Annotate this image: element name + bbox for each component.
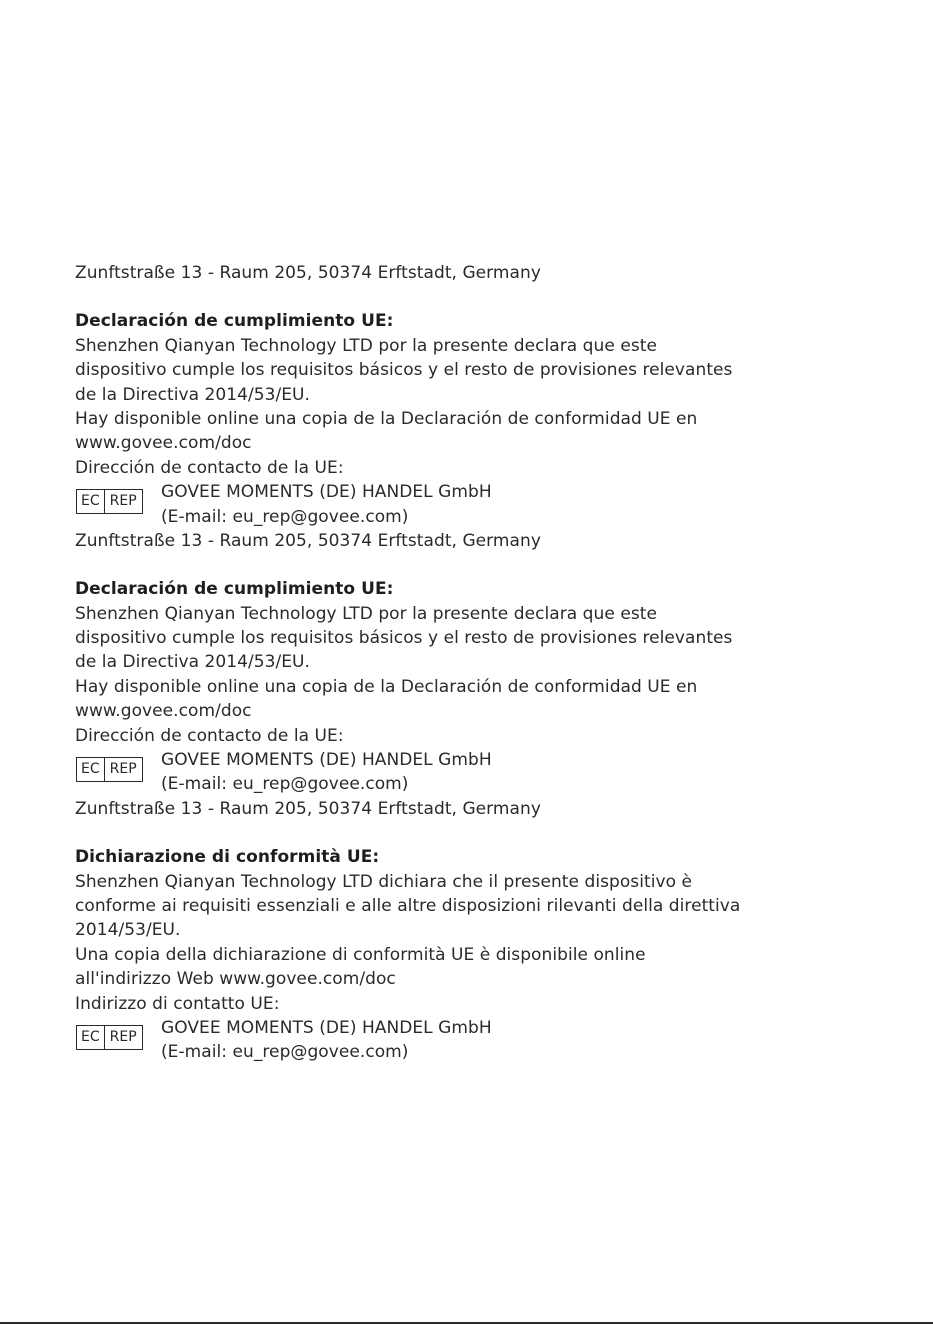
section-text-line: dispositivo cumple los requisitos básicos y el resto de provisiones relevantes xyxy=(75,360,733,381)
section-text-line: all'indirizzo Web www.govee.com/doc xyxy=(75,969,396,990)
section-heading: Dichiarazione di conformità UE: xyxy=(75,847,380,868)
section-text-line: www.govee.com/doc xyxy=(75,701,252,722)
section-dichiarazione xyxy=(75,845,905,1065)
ec-label: EC xyxy=(77,1026,105,1049)
section-text-line: Dirección de contacto de la UE: xyxy=(75,725,344,746)
rep-address: Zunftstraße 13 - Raum 205, 50374 Erftstadt, Germany xyxy=(75,798,541,819)
section-text-line: de la Directiva 2014/53/EU. xyxy=(75,384,310,405)
section-text-line: Shenzhen Qianyan Technology LTD por la presente declara que este xyxy=(75,603,657,624)
rep-email: (E-mail: eu_rep@govee.com) xyxy=(161,1042,409,1063)
section-declaracion-2 xyxy=(75,577,905,821)
section-text-line: 2014/53/EU. xyxy=(75,920,181,941)
ec-rep-block xyxy=(75,480,905,529)
section-text-line: Dirección de contacto de la UE: xyxy=(75,457,344,478)
section-gap xyxy=(75,821,905,845)
ec-label: EC xyxy=(77,758,105,781)
section-gap xyxy=(75,553,905,577)
ec-rep-symbol xyxy=(76,757,143,782)
ec-rep-block xyxy=(75,748,905,797)
section-text-line: dispositivo cumple los requisitos básicos y el resto de provisiones relevantes xyxy=(75,628,733,649)
section-heading: Declaración de cumplimiento UE: xyxy=(75,579,394,600)
section-text-line: Una copia della dichiarazione di conformità UE è disponibile online xyxy=(75,944,646,965)
rep-email: (E-mail: eu_rep@govee.com) xyxy=(161,774,409,795)
ec-rep-details xyxy=(161,480,492,529)
rep-label: REP xyxy=(109,761,137,778)
section-gap xyxy=(75,285,905,309)
section-text-line: Hay disponible online una copia de la Declaración de conformidad UE en xyxy=(75,408,698,429)
rep-name: GOVEE MOMENTS (DE) HANDEL GmbH xyxy=(161,482,492,503)
rep-address: Zunftstraße 13 - Raum 205, 50374 Erftstadt, Germany xyxy=(75,530,541,551)
rep-name: GOVEE MOMENTS (DE) HANDEL GmbH xyxy=(161,1017,492,1038)
ec-rep-details xyxy=(161,748,492,797)
top-address: Zunftstraße 13 - Raum 205, 50374 Erftstadt, Germany xyxy=(75,263,541,283)
document-page xyxy=(75,261,905,1065)
section-text-line: Hay disponible online una copia de la Declaración de conformidad UE en xyxy=(75,676,698,697)
rep-name: GOVEE MOMENTS (DE) HANDEL GmbH xyxy=(161,750,492,771)
rep-label: REP xyxy=(109,1028,137,1045)
section-text-line: de la Directiva 2014/53/EU. xyxy=(75,652,310,673)
section-text-line: www.govee.com/doc xyxy=(75,433,252,454)
section-heading: Declaración de cumplimiento UE: xyxy=(75,311,394,332)
section-declaracion-1 xyxy=(75,309,905,553)
section-text-line: Shenzhen Qianyan Technology LTD dichiara che il presente dispositivo è xyxy=(75,871,692,892)
ec-rep-block xyxy=(75,1016,905,1065)
section-text-line: conforme ai requisiti essenziali e alle altre disposizioni rilevanti della direttiva xyxy=(75,896,741,917)
ec-rep-symbol xyxy=(76,1025,143,1050)
ec-rep-details xyxy=(161,1016,492,1065)
section-text-line: Shenzhen Qianyan Technology LTD por la presente declara que este xyxy=(75,335,657,356)
ec-rep-symbol xyxy=(76,489,143,514)
rep-label: REP xyxy=(109,493,137,510)
section-text-line: Indirizzo di contatto UE: xyxy=(75,993,280,1014)
ec-label: EC xyxy=(77,490,105,513)
rep-email: (E-mail: eu_rep@govee.com) xyxy=(161,506,409,527)
